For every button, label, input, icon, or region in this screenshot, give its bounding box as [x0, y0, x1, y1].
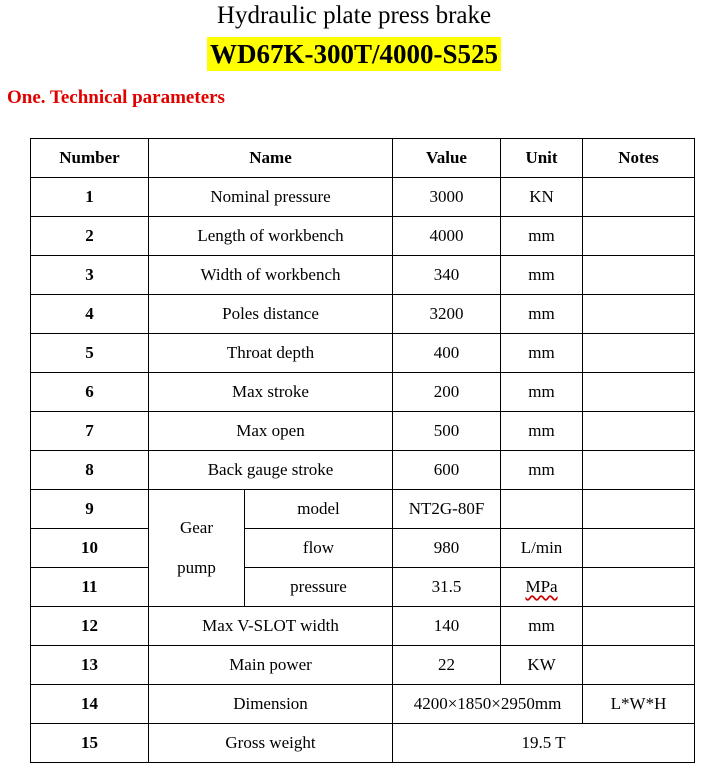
row-number: 13 [31, 646, 149, 685]
row-value: 22 [393, 646, 501, 685]
row-name: Dimension [149, 685, 393, 724]
row-notes [583, 529, 695, 568]
row-notes [583, 256, 695, 295]
row-value: 4200×1850×2950mm [393, 685, 583, 724]
table-row [31, 646, 695, 685]
row-value: 31.5 [393, 568, 501, 607]
row-name: Throat depth [149, 334, 393, 373]
row-notes [583, 451, 695, 490]
row-number: 11 [31, 568, 149, 607]
table-row [31, 295, 695, 334]
gear-pump-label-line2: pump [177, 558, 216, 577]
row-notes [583, 412, 695, 451]
table-header-row [31, 139, 695, 178]
table-row [31, 334, 695, 373]
table-row [31, 724, 695, 763]
row-name: Back gauge stroke [149, 451, 393, 490]
column-header-value: Value [393, 139, 501, 178]
section-heading: One. Technical parameters [7, 87, 225, 108]
row-name: Max open [149, 412, 393, 451]
row-value: 200 [393, 373, 501, 412]
column-header-unit: Unit [501, 139, 583, 178]
row-number: 4 [31, 295, 149, 334]
column-header-notes: Notes [583, 139, 695, 178]
row-value: 3200 [393, 295, 501, 334]
row-unit: KW [501, 646, 583, 685]
row-value: 4000 [393, 217, 501, 256]
row-value: 500 [393, 412, 501, 451]
table-row [31, 217, 695, 256]
row-notes: L*W*H [583, 685, 695, 724]
table-row [31, 373, 695, 412]
row-notes [583, 607, 695, 646]
row-value: 3000 [393, 178, 501, 217]
table-row [31, 685, 695, 724]
gear-pump-label-line1: Gear [179, 518, 214, 537]
row-sub-name: model [245, 490, 393, 529]
row-unit [501, 568, 583, 607]
row-name: Max V-SLOT width [149, 607, 393, 646]
row-notes [583, 295, 695, 334]
model-heading-wrap [0, 37, 708, 71]
table-row [31, 256, 695, 295]
row-value: 140 [393, 607, 501, 646]
row-number: 10 [31, 529, 149, 568]
row-sub-name: flow [245, 529, 393, 568]
model-number-highlighted: WD67K-300T/4000-S525 [207, 37, 501, 71]
row-name: Poles distance [149, 295, 393, 334]
gear-pump-label [149, 490, 245, 607]
row-number: 12 [31, 607, 149, 646]
row-value: 600 [393, 451, 501, 490]
table-row [31, 490, 695, 529]
column-header-name: Name [149, 139, 393, 178]
row-number: 3 [31, 256, 149, 295]
row-notes [583, 373, 695, 412]
row-name: Main power [149, 646, 393, 685]
row-value: 980 [393, 529, 501, 568]
row-name: Max stroke [149, 373, 393, 412]
row-unit: mm [501, 217, 583, 256]
row-unit: mm [501, 607, 583, 646]
row-notes [583, 490, 695, 529]
row-value: 400 [393, 334, 501, 373]
row-name: Width of workbench [149, 256, 393, 295]
row-value: 19.5 T [393, 724, 695, 763]
table-row [31, 568, 695, 607]
row-notes [583, 217, 695, 256]
table-row [31, 178, 695, 217]
row-name: Gross weight [149, 724, 393, 763]
unit-spellcheck-text: MPa [525, 577, 558, 596]
row-unit [501, 490, 583, 529]
row-name: Nominal pressure [149, 178, 393, 217]
document-title: Hydraulic plate press brake [216, 2, 492, 29]
row-number: 7 [31, 412, 149, 451]
row-notes [583, 568, 695, 607]
row-unit: mm [501, 334, 583, 373]
row-value: 340 [393, 256, 501, 295]
row-unit: mm [501, 412, 583, 451]
row-number: 14 [31, 685, 149, 724]
parameters-table [30, 138, 695, 763]
table-row [31, 412, 695, 451]
row-number: 9 [31, 490, 149, 529]
row-value: NT2G-80F [393, 490, 501, 529]
row-unit: KN [501, 178, 583, 217]
row-notes [583, 334, 695, 373]
row-number: 8 [31, 451, 149, 490]
row-unit: mm [501, 295, 583, 334]
row-number: 1 [31, 178, 149, 217]
row-unit: mm [501, 451, 583, 490]
row-number: 15 [31, 724, 149, 763]
table-row [31, 607, 695, 646]
row-number: 5 [31, 334, 149, 373]
row-sub-name: pressure [245, 568, 393, 607]
table-row [31, 529, 695, 568]
row-name: Length of workbench [149, 217, 393, 256]
row-unit: L/min [501, 529, 583, 568]
column-header-number: Number [31, 139, 149, 178]
row-notes [583, 178, 695, 217]
row-number: 2 [31, 217, 149, 256]
row-number: 6 [31, 373, 149, 412]
row-notes [583, 646, 695, 685]
table-row [31, 451, 695, 490]
row-unit: mm [501, 256, 583, 295]
row-unit: mm [501, 373, 583, 412]
